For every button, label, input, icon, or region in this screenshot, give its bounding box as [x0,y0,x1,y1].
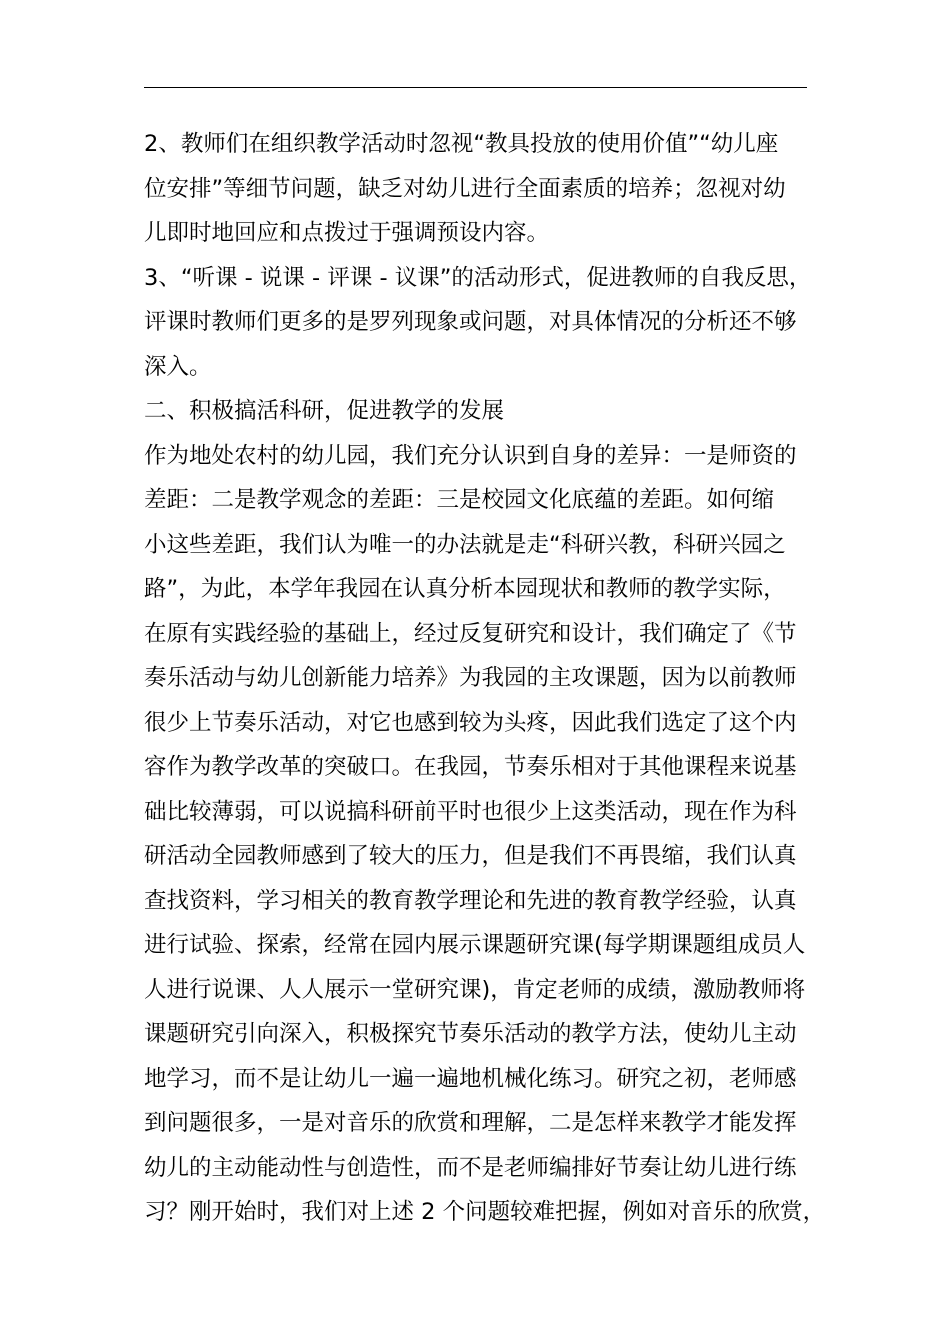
text-line: 深入。 [144,353,212,380]
text-line: 础比较薄弱，可以说搞科研前平时也很少上这类活动，现在作为科 [144,798,797,825]
text-line: 进行试验、探索，经常在园内展示课题研究课(每学期课题组成员人 [144,932,806,958]
text-line: 2、教师们在组织教学活动时忽视“教具投放的使用价值”“幼儿座 [144,131,779,157]
text-line: 很少上节奏乐活动，对它也感到较为头疼，因此我们选定了这个内 [144,709,797,736]
section-heading: 二、积极搞活科研，促进教学的发展 [144,398,505,424]
text-line: 课题研究引向深入，积极探究节奏乐活动的教学方法，使幼儿主动 [144,1021,797,1047]
text-line: 到问题很多，一是对音乐的欣赏和理解，二是怎样来教学才能发挥 [144,1110,797,1136]
text-line: 奏乐活动与幼儿创新能力培养》为我园的主攻课题，因为以前教师 [144,665,797,691]
text-line: 位安排”等细节问题，缺乏对幼儿进行全面素质的培养；忽视对幼 [144,175,786,202]
text-line: 路”，为此，本学年我园在认真分析本园现状和教师的教学实际， [144,576,786,602]
text-line: 幼儿的主动能动性与创造性，而不是老师编排好节奏让幼儿进行练 [144,1154,797,1181]
text-line: 研活动全园教师感到了较大的压力，但是我们不再畏缩，我们认真 [144,843,797,869]
text-line: 查找资料，学习相关的教育教学理论和先进的教育教学经验，认真 [144,887,797,914]
text-line: 3、“听课 - 说课 - 评课 - 议课”的活动形式，促进教师的自我反思， [144,264,812,291]
text-line: 地学习，而不是让幼儿一遍一遍地机械化练习。研究之初，老师感 [144,1065,797,1092]
body-text [144,122,824,1235]
text-line: 习？刚开始时，我们对上述 2 个问题较难把握，例如对音乐的欣赏， [144,1199,826,1225]
text-line: 儿即时地回应和点拨过于强调预设内容。 [144,220,550,246]
text-line: 差距：二是教学观念的差距：三是校园文化底蕴的差距。如何缩 [144,487,775,513]
text-line: 人进行说课、人人展示一堂研究课)，肯定老师的成绩，激励教师将 [144,976,806,1003]
header-rule [144,87,807,88]
text-line: 容作为教学改革的突破口。在我园，节奏乐相对于其他课程来说基 [144,754,797,780]
text-line: 评课时教师们更多的是罗列现象或问题，对具体情况的分析还不够 [144,309,797,335]
text-line: 小这些差距，我们认为唯一的办法就是走“科研兴教，科研兴园之 [144,531,786,558]
text-line: 作为地处农村的幼儿园，我们充分认识到自身的差异：一是师资的 [144,442,797,469]
text-line: 在原有实践经验的基础上，经过反复研究和设计，我们确定了《节 [144,620,797,647]
